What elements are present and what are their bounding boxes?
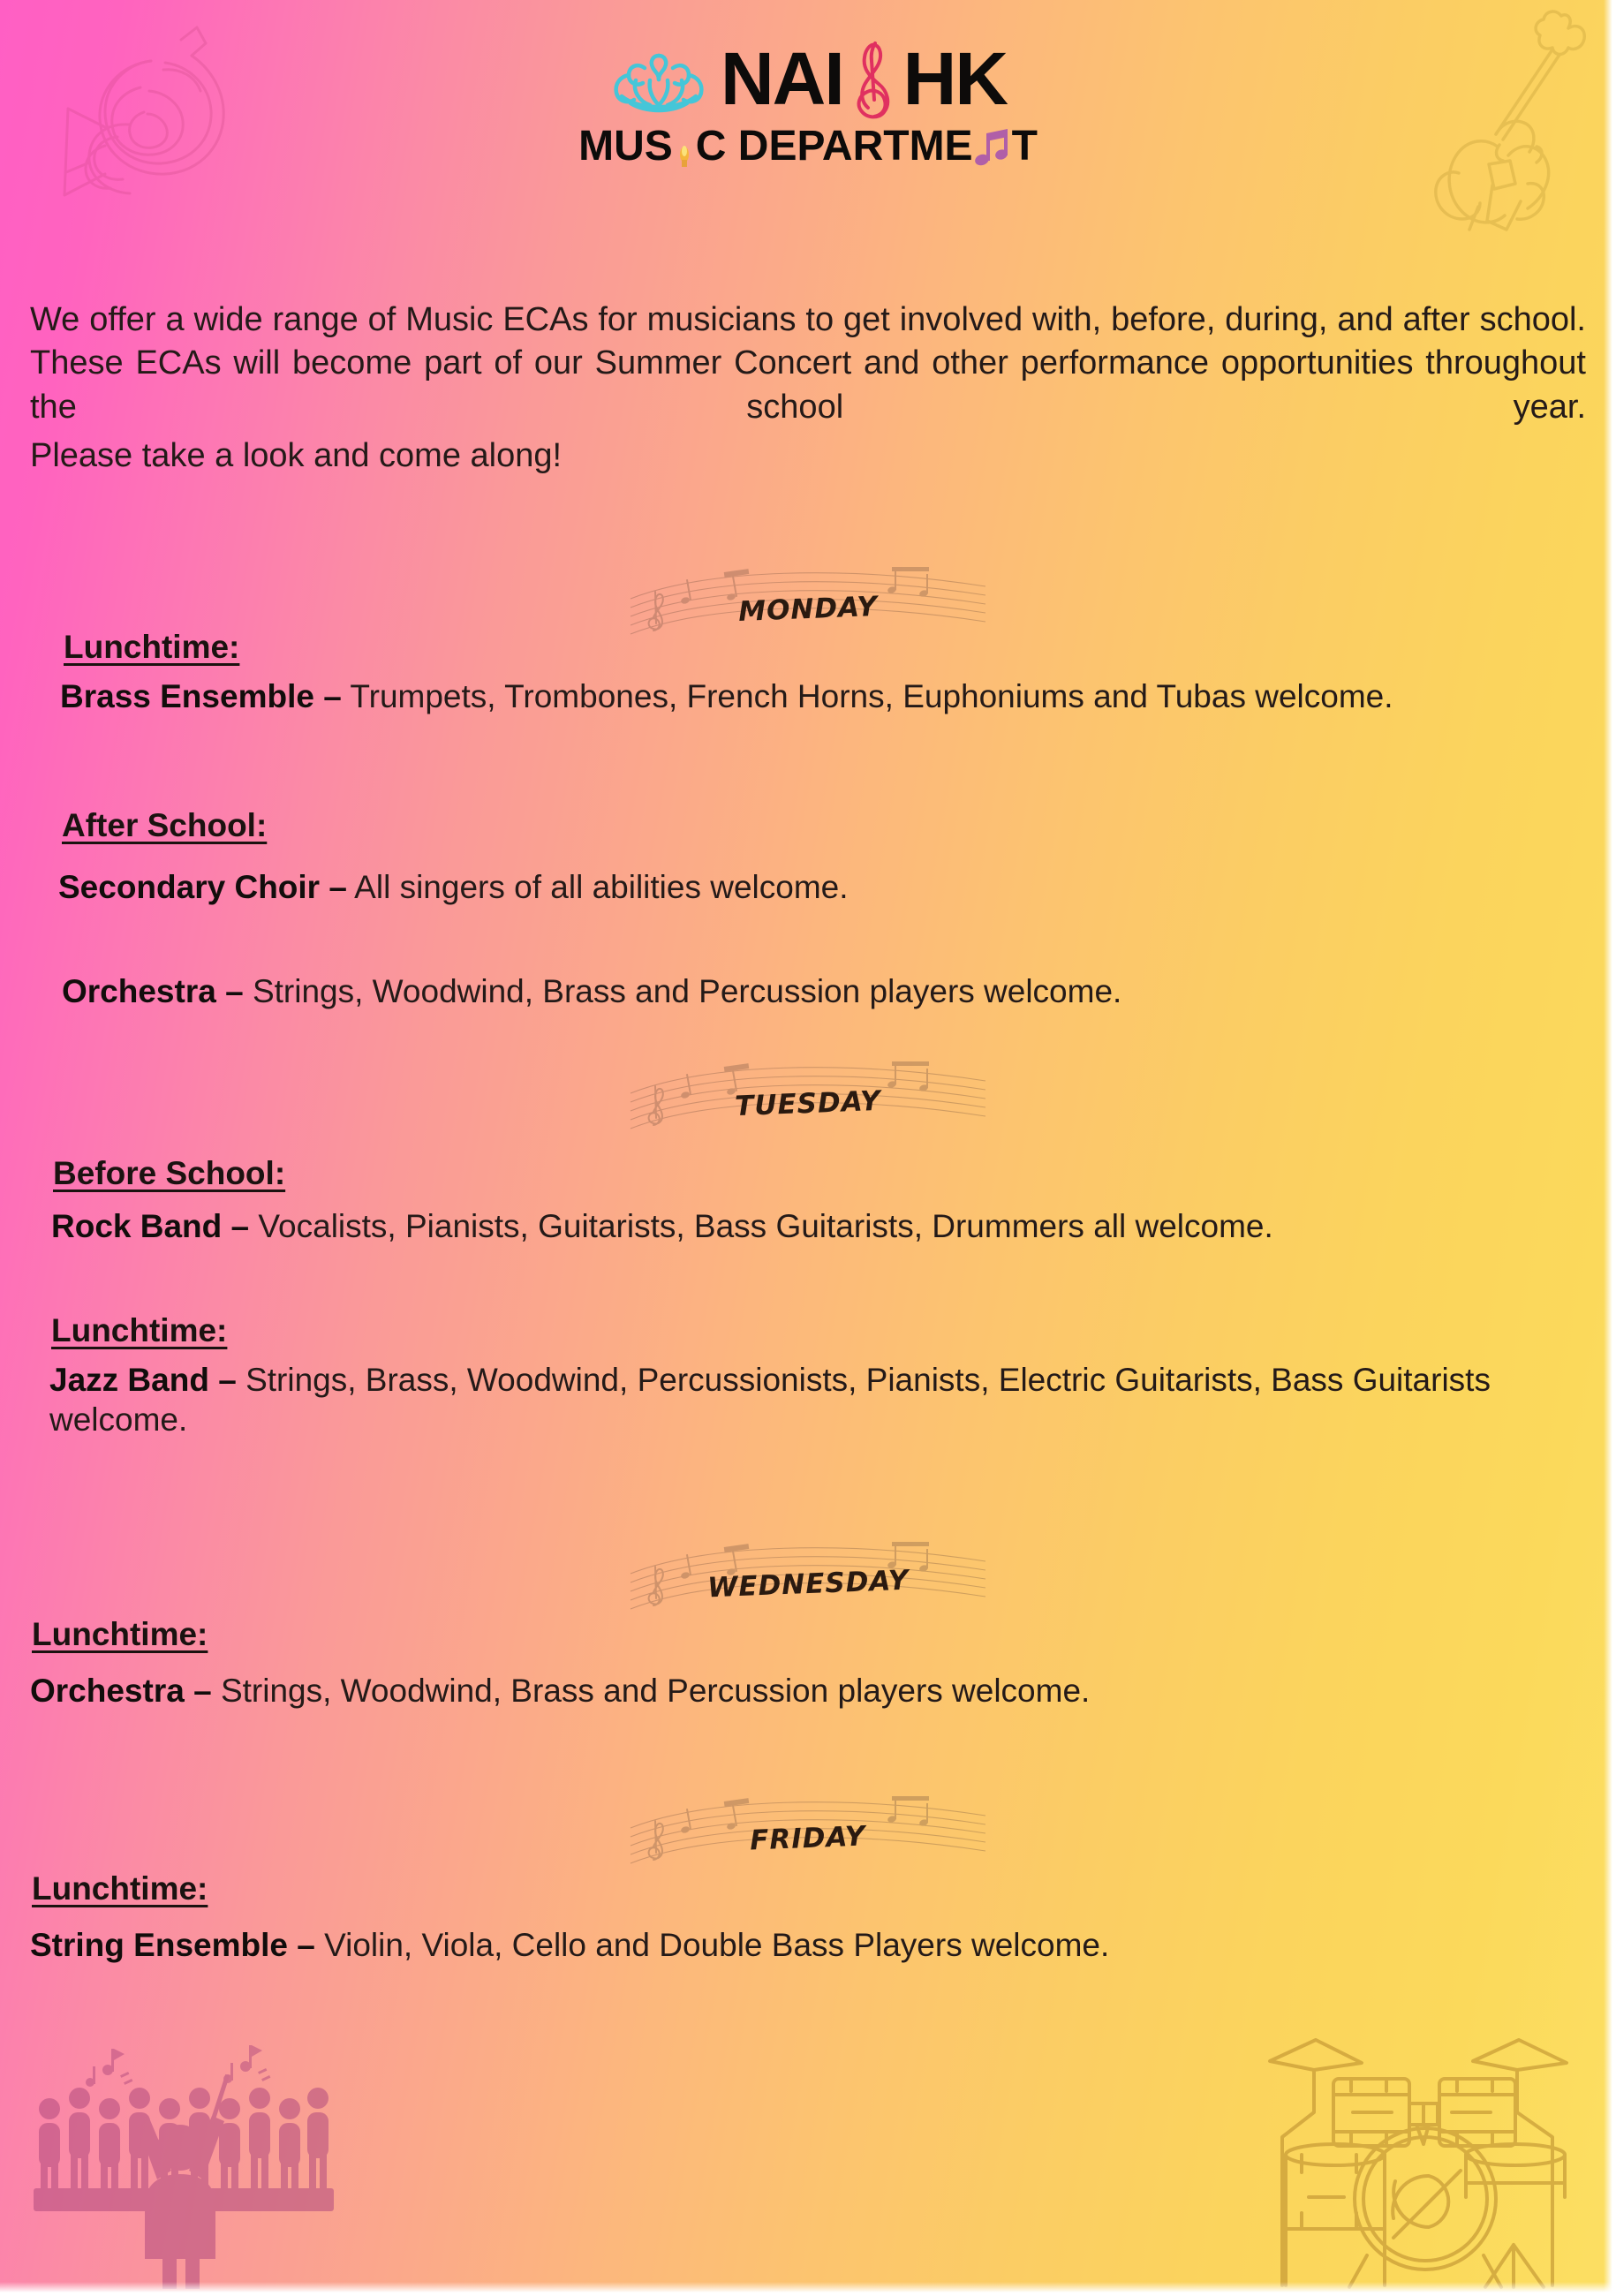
day-label-tuesday: tuesday: [734, 1074, 882, 1126]
entry-detail: Violin, Viola, Cello and Double Bass Players welcome.: [314, 1927, 1110, 1963]
intro-paragraph: [30, 298, 1586, 479]
right-bleed-margin: [1604, 0, 1616, 2296]
tuesday-entry-jazz-band: [49, 1360, 1533, 1439]
day-heading-wednesday: [0, 1538, 1616, 1623]
day-heading-friday: [0, 1793, 1616, 1877]
day-heading-tuesday: [0, 1058, 1616, 1143]
logo-subtitle-part1: MUS: [578, 122, 673, 170]
tuesday-time-lunchtime: Lunchtime:: [51, 1312, 228, 1348]
crown-icon: [609, 45, 708, 114]
monday-entry-orchestra: [62, 971, 1510, 1011]
entry-detail: Strings, Woodwind, Brass and Percussion players welcome.: [211, 1673, 1091, 1709]
entry-title: Orchestra –: [30, 1673, 212, 1709]
entry-detail: Trumpets, Trombones, French Horns, Euphoniums and Tubas welcome.: [341, 678, 1393, 714]
entry-title: Rock Band –: [51, 1208, 250, 1244]
intro-line-2: Please take a look and come along!: [30, 437, 563, 475]
choir-conductor-icon: [7, 2024, 360, 2289]
friday-entry-string-ensemble: [30, 1925, 1531, 1965]
candle-dot-icon: [673, 124, 696, 169]
entry-title: Jazz Band –: [49, 1362, 237, 1398]
monday-time-after-school: After School:: [62, 807, 268, 843]
logo-name-part2: HK: [902, 37, 1007, 121]
monday-entry-secondary-choir: [58, 867, 1507, 907]
wednesday-entry-orchestra: [30, 1671, 1531, 1711]
monday-entry-brass-ensemble: [60, 676, 1508, 716]
entry-detail: All singers of all abilities welcome.: [346, 869, 849, 905]
entry-title: Orchestra –: [62, 973, 244, 1009]
logo-name-part1: NAI: [721, 37, 843, 121]
logo-subtitle-part2: C DEPARTME: [695, 122, 973, 170]
logo-primary-row: [0, 37, 1616, 122]
day-label-friday: friday: [749, 1809, 867, 1860]
tuesday-entry-rock-band: [51, 1206, 1552, 1246]
logo-header: [0, 37, 1616, 169]
tuesday-time-before-school: Before School:: [53, 1155, 286, 1191]
entry-title: Secondary Choir –: [58, 869, 347, 905]
friday-time-lunchtime: Lunchtime:: [32, 1870, 208, 1907]
monday-time-lunchtime: Lunchtime:: [64, 629, 240, 665]
day-label-wednesday: wednesday: [706, 1553, 910, 1607]
wednesday-time-lunchtime: Lunchtime:: [32, 1616, 208, 1652]
drum-kit-icon: [1252, 2024, 1597, 2289]
entry-title: String Ensemble –: [30, 1927, 315, 1963]
day-label-monday: monday: [737, 579, 879, 631]
entry-detail: Vocalists, Pianists, Guitarists, Bass Guitarists, Drummers all welcome.: [249, 1208, 1273, 1244]
treble-clef-icon: [856, 39, 891, 120]
logo-subtitle-row: [0, 124, 1616, 169]
day-heading-monday: [0, 563, 1616, 648]
logo-subtitle-part3: T: [1011, 122, 1038, 170]
entry-detail: Strings, Brass, Woodwind, Percussionists, Pianists, Electric Guitarists, Bass Guitarists welcome.: [49, 1362, 1491, 1439]
intro-line-1: We offer a wide range of Music ECAs for musicians to get involved with, before, during, and after school. These ECAs will become part of our Summer Concert and other performance opportunities throughout the school year.: [30, 301, 1586, 426]
entry-detail: Strings, Woodwind, Brass and Percussion players welcome.: [243, 973, 1122, 1009]
entry-title: Brass Ensemble –: [60, 678, 342, 714]
music-note-icon: [973, 124, 1012, 169]
bottom-bleed-margin: [0, 2282, 1616, 2296]
